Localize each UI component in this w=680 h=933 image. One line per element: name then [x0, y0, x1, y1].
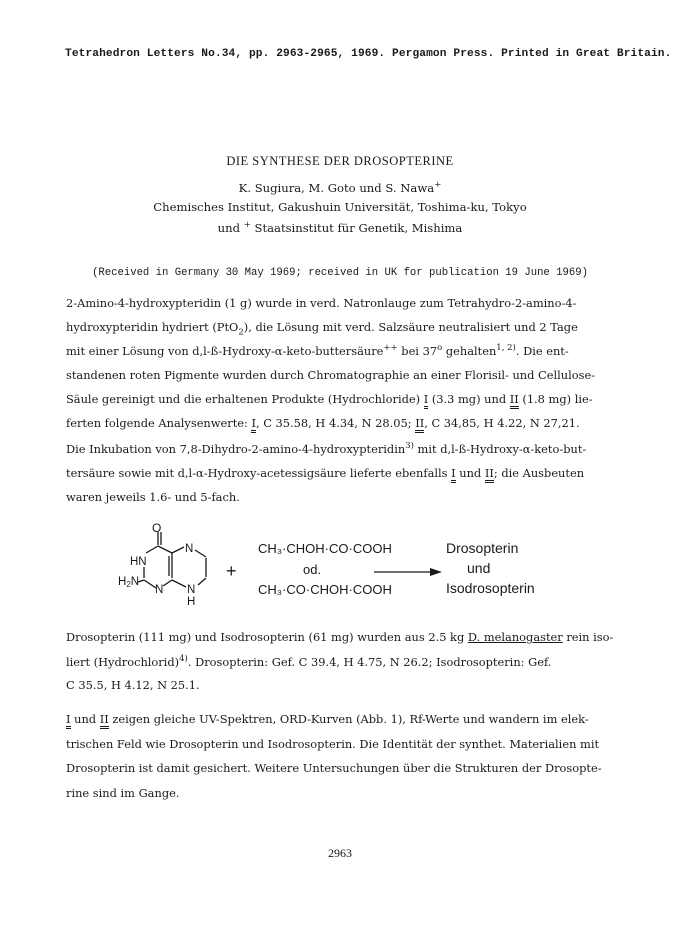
para1-line8-a: tersäure sowie mit d,l-α-Hydroxy-acetessigsäure lieferte ebenfalls [66, 466, 452, 480]
para1-line2 [66, 320, 578, 337]
degree-mark: o [437, 343, 443, 353]
atom-n1: N [155, 584, 164, 596]
reaction-scheme [108, 522, 578, 612]
para3-line4: rine sind im Gange. [66, 786, 180, 800]
reagent-od: od. [303, 562, 322, 577]
affiliation-2-text: Staatsinstitut für Genetik, Mishima [254, 220, 463, 235]
received-line: (Received in Germany 30 May 1969; received in UK for publication 19 June 1969) [92, 267, 588, 279]
atom-n3: N [187, 584, 196, 596]
atom-h2n: H2N [118, 576, 140, 589]
para1-line7-a: Die Inkubation von 7,8-Dihydro-2-amino-4-hydroxypteridin [66, 441, 406, 456]
para1-line5-c: (1.8 mg) lie- [518, 392, 593, 406]
atom-h: H [187, 596, 196, 608]
para1-line3-d: . Die ent- [515, 343, 569, 358]
product-isodrosopterin: Isodrosopterin [446, 580, 535, 596]
para3-line1-b: zeigen gleiche UV-Spektren, ORD-Kurven (Abb. 1), Rf-Werte und wandern im elek- [108, 712, 589, 726]
product-und: und [467, 560, 491, 576]
compound-I: I [451, 466, 456, 483]
para2-line1-b: rein iso- [562, 630, 614, 644]
para2-line3: C 35.5, H 4.12, N 25.1. [66, 678, 200, 692]
para1-line3-b: bei 37 [397, 343, 438, 358]
para1-line8-b: und [455, 466, 485, 480]
para1-line6-b: , C 35.58, H 4.34, N 28.05; [255, 416, 416, 430]
affiliation-2-prefix: und [217, 220, 241, 235]
atom-hn: HN [130, 556, 147, 568]
compound-I: I [66, 712, 71, 729]
ref-4: 4) [179, 654, 188, 664]
para1-line7 [66, 441, 586, 456]
para1-line6 [66, 416, 580, 430]
ref-3: 3) [405, 441, 414, 451]
ref-1-2: 1, 2) [496, 343, 516, 353]
reaction-arrow-icon [374, 566, 444, 578]
para1-line5-b: (3.3 mg) und [428, 392, 510, 406]
atom-n2: N [185, 543, 194, 555]
product-drosopterin: Drosopterin [446, 540, 519, 556]
para1-line1: 2-Amino-4-hydroxypteridin (1 g) wurde in verd. Natronlauge zum Tetrahydro-2-amino-4- [66, 296, 577, 310]
para1-line2-a: hydroxypteridin hydriert (PtO [66, 320, 239, 334]
para1-line8 [66, 466, 584, 480]
affiliation-1: Chemisches Institut, Gakushuin Universität, Toshima-ku, Tokyo [153, 200, 527, 214]
para2-line2 [66, 654, 551, 669]
para1-line3-a: mit einer Lösung von d,l-ß-Hydroxy-α-keto-buttersäure [66, 343, 384, 358]
para1-line7-b: mit d,l-ß-Hydroxy-α-keto-but- [413, 441, 587, 456]
article-title: DIE SYNTHESE DER DROSOPTERINE [226, 154, 454, 168]
author-line [0, 180, 680, 195]
affiliation-2 [0, 220, 680, 235]
affiliation-2-mark: + [243, 220, 251, 230]
para1-line9: waren jeweils 1.6- und 5-fach. [66, 490, 240, 504]
para1-line6-c: , C 34,85, H 4.22, N 27,21. [424, 416, 580, 430]
atom-o: O [152, 522, 162, 535]
footnote-mark-plusplus: ++ [383, 343, 398, 353]
para1-line5 [66, 392, 593, 406]
para1-line3 [66, 343, 569, 358]
compound-II: II [100, 712, 109, 729]
journal-header: Tetrahedron Letters No.34, pp. 2963-2965, 1969. Pergamon Press. Printed in Great Britain. [65, 48, 672, 60]
para2-line2-a: liert (Hydrochlorid) [66, 654, 180, 669]
para3-line1 [66, 712, 589, 726]
para2-line1-a: Drosopterin (111 mg) und Isodrosopterin (61 mg) wurden aus 2.5 kg [66, 630, 468, 644]
compound-II: II [485, 466, 494, 483]
para1-line5-a: Säule gereinigt und die erhaltenen Produkte (Hydrochloride) [66, 392, 424, 406]
para2-line1 [66, 630, 613, 644]
reagent-2: CH₃·CO·CHOH·COOH [258, 582, 392, 597]
authors: K. Sugiura, M. Goto und S. Nawa [238, 180, 435, 195]
reagent-1: CH₃·CHOH·CO·COOH [258, 541, 392, 556]
compound-II: II [510, 392, 519, 409]
plus-sign: + [226, 561, 237, 581]
para1-line8-c: ; die Ausbeuten [493, 466, 585, 480]
author-mark: + [434, 180, 442, 190]
compound-I: I [424, 392, 429, 409]
para2-line2-b: . Drosopterin: Gef. C 39.4, H 4.75, N 26.2; Isodrosopterin: Gef. [187, 654, 552, 669]
compound-I: I [251, 416, 256, 433]
pto2-subscript: 2 [238, 327, 244, 338]
para1-line4: standenen roten Pigmente wurden durch Chromatographie an einer Florisil- und Cellulose- [66, 368, 596, 382]
compound-II: II [415, 416, 424, 433]
para3-line1-a: und [70, 712, 100, 726]
species-name: D. melanogaster [467, 630, 563, 644]
para1-line6-a: ferten folgende Analysenwerte: [66, 416, 252, 430]
para3-line2: trischen Feld wie Drosopterin und Isodrosopterin. Die Identität der synthet. Materialien mit [66, 737, 600, 751]
page-number: 2963 [328, 846, 352, 860]
para1-line2-b: ), die Lösung mit verd. Salzsäure neutralisiert und 2 Tage [243, 320, 578, 334]
para3-line3: Drosopterin ist damit gesichert. Weitere Untersuchungen über die Strukturen der Drosopte- [66, 761, 602, 775]
para1-line3-c: gehalten [442, 343, 497, 358]
